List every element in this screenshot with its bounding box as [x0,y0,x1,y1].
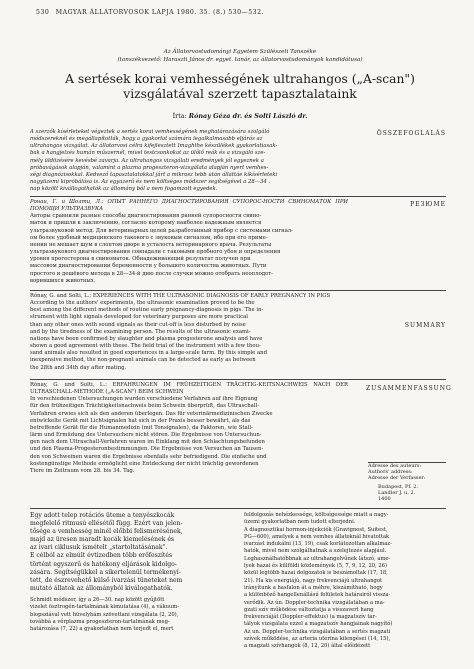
en-line: strument with light signals developed for veterinary purposes are more practical [30,314,248,321]
hu-summary-label: ÖSSZEFOGLALÁS [376,130,446,137]
author-line [30,112,450,120]
ru-line: уровня прогестерона в свиноматок. Обнадеживающий результат получен при [30,256,251,263]
hu-line: módszereknél és megállapították, hogy a gyakorlat számára legalkalmasabb eljárás az [30,136,263,143]
en-line: than any other ones with sound signals as their cut-off is less disturbed by noise [30,321,246,328]
ru-line: ом более удобный медицинского такового с звуковым сигналом, ибо при его приме- [30,234,268,241]
body-line: történt egyszerű és hatékony eljárások kidolgo- [30,560,177,568]
divider [30,196,446,197]
body-line: megfelelő ritmusú ellésétől függ. Ezért van jelen- [30,520,183,528]
en-line: and by the tiredness of the examining person. The results of the ultrasonic exami- [30,328,251,335]
en-line: inexpensive method, the non-pregnant animals can be detected as early as between [30,357,256,364]
body-line: Leghasználhatóbbnak az ultrahangelvűnek látszó, ame- [244,555,391,562]
ru-line: Авторы сравнили разные способы диагностирования ранней супоросности свино- [30,213,262,220]
author-address [368,462,446,502]
hu-line: bak a hangjelzés humán műszernél, mivel testcsonkokat az ülőlő reák és a vizsgáló sze- [30,150,266,157]
body-line: tályok vizsgálata ezzel a magzatszív hangjainak nagyító) [244,621,393,628]
ru-summary-label: РЕЗЮМЕ [410,201,446,208]
address-line: Adresse des auteurs: [368,463,422,469]
en-line: nations have been confirmed by slaughter and plasma progesterone analysis and have [30,335,263,342]
en-summary-label: SUMMARY [404,322,446,329]
ru-line: нении не мешает шум в слоптом дворе и усталость ветеринарного врача. Результаты [30,241,272,248]
body-line: vizelet ösztrogén-tartalmának kimutatása (4), a vákuum- [30,604,180,611]
author-names: Rónay Géza dr. és Solti László dr. [188,112,308,120]
de-line: Verfahren erwies sich als den anderen überlegen. Das für veterinärmedizinischen Zwecke [30,410,273,417]
ru-line: массовом диагностировании беременности у большого количества животных. Пути [30,263,267,270]
body-line: továbbá a vérplazma progeszteron-tartalmának meg- [30,618,170,625]
body-column-right [244,512,446,651]
de-line: den von Schweinen waren die Ergebnisse ebenfalls sehr befriedigend. Die einfache und [30,453,267,460]
de-line: In verschiedenen Untersuchungen wurden verschiedene Verfahren auf ihre Eignung [30,396,258,403]
title-line-2: vizsgálatával szerzett tapasztalataink [123,87,357,101]
hu-line: ségi diagnózisokkal. Kedvező tapasztalatokkal járt a mikrosz tebb után állattáe kíkísérleteki [30,171,278,178]
ru-line: ворившихся животных. [30,277,96,284]
body-line: a különböző hangellenállású felületek határairól vissza- [244,592,391,599]
body-line: Az un. Doppler-technika vizsgálatában a sertés magzati [244,628,391,635]
body-line: tősége a vemhesség minél előbbi felismerésének, [30,528,183,536]
body-line: közül legtöbb hazai dolgozatok is beszámoltak (17, 18, [244,570,388,577]
address-line: 1400 [378,496,391,503]
address-line: Adresse der Verfasser: [368,475,426,482]
hu-line: mély üldözésére kevésbé zavarja. Az ultrahangos vizsgálati eredmények jól egyeznek a [30,157,264,164]
address-line: Landler J. u. 2. [378,489,416,496]
de-line: betreffende Gerät für die Humanmedizin (mit Tonsignalen), da Faktoren, wie Stall- [30,424,253,431]
hu-line: nagyüzemi kipróbálása is. Az egyazerű és nem költséges módszer segítségével a 28—34 . [30,179,271,186]
hu-line: ultrahangos vizsgálat. Az állatorvosi célra kifejlesztett Imaghthe készülékek gyakorlatiasak- [30,143,278,150]
ru-line: ультразвукового диагностирования совпадали с таковыми пробного убоя и определения [30,249,281,256]
en-line: the 28th and 34th day after mating. [30,364,127,371]
body-line: az ivari ciklusuk ismételt „startoltatásának". [30,544,168,552]
en-line: shown a good agreement with these. The field trial of the instrument with a few thou- [30,343,261,350]
body-line: gzati szív működése változtatja a visszavert hang [244,606,374,613]
hu-line: nap között kivállogathatók az állomány ból a nem fogamzott egyedek. [30,186,218,193]
ru-line: простого и дешёвого метода в 28—34-й дню после случки можно отобрать неоплодот- [30,270,273,277]
body-line: E célból az elmúlt évtizedben több erőfeszítés [30,552,173,560]
de-line: entwickelte Gerät mit Lichtsignalen hat sich in der Praxis besser bewährt, als das [30,417,251,424]
title-line-1: A sertések korai vemhességének ultrahangos („A-scan") [65,72,415,86]
body-line: mutató állatok az állományból kiválogathatók. [30,584,173,592]
ru-line: ультразвуковой метод. Для ветеринарных целей разработанный прибор с системами сигнал- [30,227,294,234]
body-line: határozása (7, 22) a gyakorlatban nem terjedt el, mert [30,626,174,633]
author-prefix: Írta: [172,112,187,120]
affiliation [30,48,450,64]
de-summary [30,382,348,475]
en-heading: Rónay, G. and Solti, L.: EXPERIENCES WITH THE ULTRASONIC DIAGNOSIS OF EARLY PREGNANCY IN PIGS [30,293,331,299]
hu-summary [30,129,348,193]
body-column-left [30,512,232,633]
address-line: Budapest, Pf. 2. [378,483,418,490]
hu-line: A szerzők kísérleteket végeztek a sertés korai vemhességének meghatározására szolgáló [30,129,270,135]
journal-citation: MAGYAR ÁLLATORVOSOK LAPJA 1980. 35. (8.) 530—532. [55,9,265,16]
de-summary-label: ZUSAMMENFASSUNG [366,385,452,392]
body-line: frekvenciáját (Doppler-effektus) (a magzatszív tar- [244,614,377,621]
running-header [36,9,446,16]
de-line: kostengünstige Methode ermöglicht eine Entdeckung der nicht trächtig gewordenen [30,460,259,467]
de-line: gen nach dem Ultraschall-Verfahren waren im Einklang mit den Schlachtungsbefunden [30,439,265,446]
body-line: ivarzást indukálni (13, 19), csak korlátozottan alkalmaz- [244,541,392,548]
en-line: best among the different methods of routine early pregnancy-diagnosis in pigs. The in- [30,307,264,314]
body-line: feldolgozás nehézkessége, költségessége miatt a nagy- [244,512,389,518]
hu-line: próbavágások alapján, valamint a plazma progeszteron-vizsgálata alapján nyert vemhes- [30,164,269,171]
page-number: 530 [36,9,50,16]
de-line: Tiere im Zeitraum vom 28. bis 34. Tag. [30,467,135,474]
divider [30,290,446,291]
body-line: üzemi gyakorlatban nem tudott elterjedni. [244,519,356,526]
article-title [30,72,450,102]
de-line: für den frühzeitigen Trächtigkeitsnachweis beim Schwein überprüft, das Ultraschall- [30,403,260,410]
body-line: tett, de észrevehető külső ivarzási tüneteket nem [30,576,183,584]
ru-heading: Ронаи, Г. и Шолти, Л.: ОПЫТ РАННЕГО ДИАГНОСТИРОВАНИЯ СУПОРОС-НОСТИ СВИНОМАТОК ПРИ ПОМОЩИ УЛЬТРАЗВУКА [30,199,348,213]
address-line: Authors' address: [368,469,413,476]
ru-summary [30,199,348,285]
affiliation-line-1: Az Állatorvostudományi Egyetem Szülészeti Tanszéke [163,49,317,55]
de-heading: Rónay, G. und Solti, L.: ERFAHRUNGEN IM FRÜHZEITIGEN TRÄCHTIG-KEITSNACHWEIS NACH DER ULTRASCHALL-METHODE („A-SCAN") BEIM SCHWEIN [30,382,348,396]
body-line: Egy adott telep rotációs üteme a tenyészkocák [30,512,175,519]
ru-line: маток и пришли к заключению, согласно которому наиболее надежным является [30,220,262,227]
en-line: According to the authors' experiments, the ultrasonic examination proved to be the [30,300,255,307]
body-line: Schmidt módszer, így a 26—30. nap között gyűjtött [30,596,165,603]
en-line: sand animals also resulted in good experiences in a large-scale farm. By this simple and [30,350,267,357]
body-line: lyek hazai és külföldi közlemények (5, 7, 9, 12, 20, 26) [244,563,387,570]
body-line: a magzati szívhangok (8, 12, 20) által előidézett [244,643,371,650]
body-line: A diagnosztikai hormon-injekciók (Gravignost, Suitest, [244,526,388,533]
en-summary [30,293,348,372]
body-line: biopsziával vett hüvelyhám szövettani vizsgálata (2, 20), [30,611,179,618]
body-line: verődik. Az ún. Doppler-technika vizsgálatában a ma- [244,599,385,606]
body-line: hatók, mivel nem szolgálhatnak a szelejtezés alapjául. [244,548,387,555]
body-line: 21). Ha kis energiájú, nagy frekvenciájú ultrahangot [244,577,383,584]
body-line: irányítunk a hasfalon át a méhre, kiszámítható, hogy [244,584,383,591]
body-line: zására. Segítségükkel a sikertelenül termékenyí- [30,568,181,576]
body-line: szívek működése, az arteria uterina kilengései (14, 15), [244,636,391,643]
de-line: und den Plasma-Progesteronbestimmungen. Die Ergebnisse von Versuchen an Tausen- [30,446,264,453]
de-line: lärm und Ermüdung des Untersuchers nicht stören. Die Ergebnisse von Untersuchun- [30,432,262,439]
body-line: majd az üresen maradt kocák kiemelésének és [30,536,175,544]
affiliation-line-2: (tanszékvezető: Haraszti János dr. egyet. tanár, az állatorvostudományok kandidátusa) [117,57,363,63]
divider [30,379,446,380]
body-line: PG—600), amelyek a nem vemhes állatoknál hivatottak [244,533,390,540]
divider [30,508,446,509]
